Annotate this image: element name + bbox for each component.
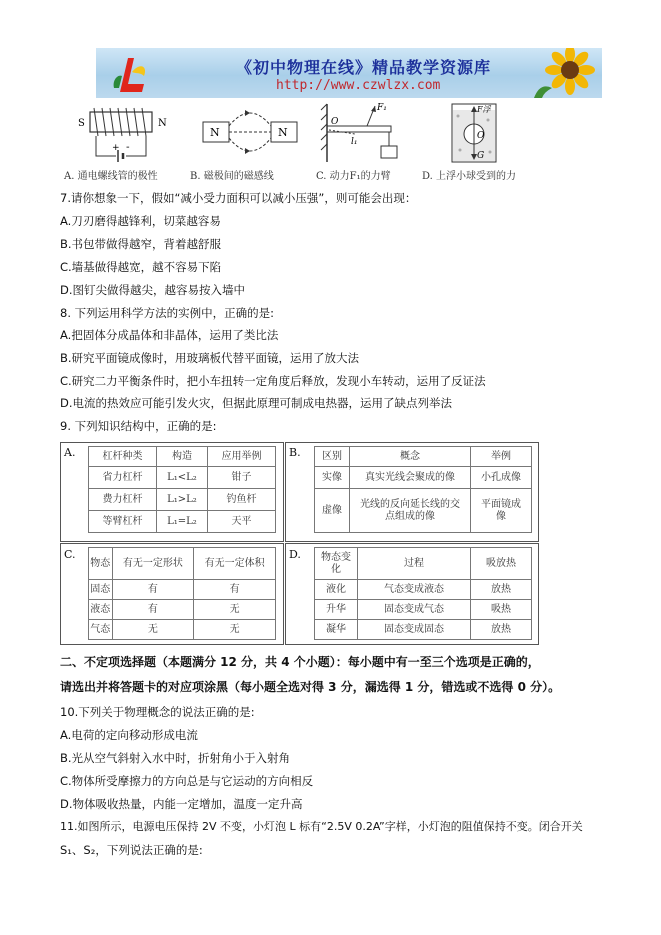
table-cell: 放热 <box>471 620 532 640</box>
table-cell: 液化 <box>315 580 358 600</box>
table-a <box>88 446 276 533</box>
table-cell: 固态变成固态 <box>358 620 471 640</box>
table-b-letter: B. <box>289 446 301 459</box>
site-logo-icon <box>110 52 150 94</box>
figure-row <box>60 100 580 182</box>
table-header-cell: 过程 <box>358 548 471 580</box>
solenoid-figure <box>60 100 180 166</box>
q7-option-b: B.书包带做得越窄，背着越舒服 <box>60 237 222 251</box>
label-n-left: N <box>210 126 220 139</box>
q8-option-d: D.电流的热效应可能引发火灾，但据此原理可制成电热器，运用了缺点列举法 <box>60 396 453 410</box>
table-cell: L₁>L₂ <box>157 489 208 511</box>
magnets-figure <box>195 100 315 166</box>
banner-url: http://www.czwlzx.com <box>276 78 441 93</box>
table-cell: L₁<L₂ <box>157 467 208 489</box>
table-cell: 省力杠杆 <box>89 467 157 489</box>
label-n: N <box>158 118 167 129</box>
banner-title: 《初中物理在线》精品教学资源库 <box>236 58 492 77</box>
table-cell: 小孔成像 <box>471 467 532 489</box>
q9-stem: 9. 下列知识结构中，正确的是: <box>60 419 217 433</box>
table-header-cell: 概念 <box>350 447 471 467</box>
table-cell: 天平 <box>207 511 275 533</box>
table-d <box>314 547 532 640</box>
label-g: G <box>477 151 485 161</box>
table-header-cell: 有无一定体积 <box>194 548 276 580</box>
table-cell: 无 <box>194 600 276 620</box>
label-n-right: N <box>278 126 288 139</box>
label-o-center: O <box>477 131 485 141</box>
label-f-float: F浮 <box>477 105 491 114</box>
table-header-cell: 物态 <box>89 548 113 580</box>
caption-b: B. 磁极间的磁感线 <box>190 171 274 182</box>
table-cell: 有 <box>112 580 194 600</box>
section-heading-line1: 二、不定项选择题（本题满分 12 分，共 4 个小题）：每小题中有一至三个选项是正确的， <box>60 655 540 669</box>
table-cell: 放热 <box>471 580 532 600</box>
label-o: O <box>331 117 339 127</box>
caption-c: C. 动力F₁的力臂 <box>316 171 391 182</box>
table-cell: 气态 <box>89 620 113 640</box>
lever-figure <box>315 100 435 166</box>
table-d-letter: D. <box>289 548 301 561</box>
table-cell: 有 <box>194 580 276 600</box>
q10-stem: 10.下列关于物理概念的说法正确的是: <box>60 705 255 719</box>
q8-stem: 8. 下列运用科学方法的实例中，正确的是: <box>60 306 275 320</box>
floating-ball-figure <box>440 100 550 166</box>
table-cell: 费力杠杆 <box>89 489 157 511</box>
label-l1: l₁ <box>351 137 358 147</box>
q8-option-a: A.把固体分成晶体和非晶体，运用了类比法 <box>60 328 279 342</box>
q10-option-c: C.物体所受摩擦力的方向总是与它运动的方向相反 <box>60 774 314 788</box>
table-cell: 光线的反向延长线的交点组成的像 <box>350 489 471 533</box>
label-plus: + <box>112 143 120 153</box>
q10-option-d: D.物体吸收热量，内能一定增加，温度一定升高 <box>60 797 303 811</box>
table-header-cell: 有无一定形状 <box>112 548 194 580</box>
table-cell: 钓鱼杆 <box>207 489 275 511</box>
table-cell: 液态 <box>89 600 113 620</box>
q7-option-a: A.刀刃磨得越锋利，切菜越容易 <box>60 214 221 228</box>
table-header-cell: 举例 <box>471 447 532 467</box>
table-cell: 固态 <box>89 580 113 600</box>
q8-option-b: B.研究平面镜成像时，用玻璃板代替平面镜，运用了放大法 <box>60 351 360 365</box>
table-cell: 实像 <box>315 467 350 489</box>
table-cell: 等臂杠杆 <box>89 511 157 533</box>
q7-option-c: C.墙基做得越宽，越不容易下陷 <box>60 260 222 274</box>
table-c-letter: C. <box>64 548 76 561</box>
table-header-cell: 吸放热 <box>471 548 532 580</box>
table-a-letter: A. <box>64 446 76 459</box>
sunflower-icon <box>530 48 600 98</box>
table-cell: 无 <box>194 620 276 640</box>
q10-option-b: B.光从空气斜射入水中时，折射角小于入射角 <box>60 751 291 765</box>
table-cell: 虚像 <box>315 489 350 533</box>
q11-stem-line1: 11.如图所示，电源电压保持 2V 不变，小灯泡 L 标有“2.5V 0.2A”字样，小灯泡的阻值保持不变。闭合开关 <box>60 820 583 833</box>
table-header-cell: 物态变化 <box>315 548 358 580</box>
table-cell: 钳子 <box>207 467 275 489</box>
table-cell: 升华 <box>315 600 358 620</box>
table-b <box>314 446 532 533</box>
table-cell: L₁=L₂ <box>157 511 208 533</box>
table-header-cell: 应用举例 <box>207 447 275 467</box>
q7-option-d: D.图钉尖做得越尖，越容易按入墙中 <box>60 283 246 297</box>
q10-option-a: A.电荷的定向移动形成电流 <box>60 728 198 742</box>
table-header-cell: 区别 <box>315 447 350 467</box>
table-cell: 固态变成气态 <box>358 600 471 620</box>
label-minus: - <box>126 142 130 153</box>
caption-d: D. 上浮小球受到的力 <box>422 171 517 182</box>
table-cell: 有 <box>112 600 194 620</box>
table-cell: 气态变成液态 <box>358 580 471 600</box>
table-header-cell: 构造 <box>157 447 208 467</box>
q7-stem: 7.请你想象一下，假如“减小受力面积可以减小压强”，则可能会出现： <box>60 191 417 205</box>
label-s: S <box>78 118 85 129</box>
table-cell: 真实光线会聚成的像 <box>350 467 471 489</box>
table-cell: 凝华 <box>315 620 358 640</box>
section-heading-line2: 请选出并将答题卡的对应项涂黑（每小题全选对得 3 分，漏选得 1 分，错选或不选得 0 分）。 <box>60 680 561 694</box>
table-header-cell: 杠杆种类 <box>89 447 157 467</box>
header-banner <box>96 48 602 98</box>
q8-option-c: C.研究二力平衡条件时，把小车扭转一定角度后释放，发现小车转动，运用了反证法 <box>60 374 486 388</box>
table-cell: 吸热 <box>471 600 532 620</box>
table-cell: 平面镜成像 <box>471 489 532 533</box>
caption-a: A. 通电螺线管的极性 <box>64 171 158 182</box>
table-cell: 无 <box>112 620 194 640</box>
q11-stem-line2: S₁、S₂，下列说法正确的是: <box>60 843 203 857</box>
table-c <box>88 547 276 640</box>
label-f1: F₁ <box>377 103 387 113</box>
